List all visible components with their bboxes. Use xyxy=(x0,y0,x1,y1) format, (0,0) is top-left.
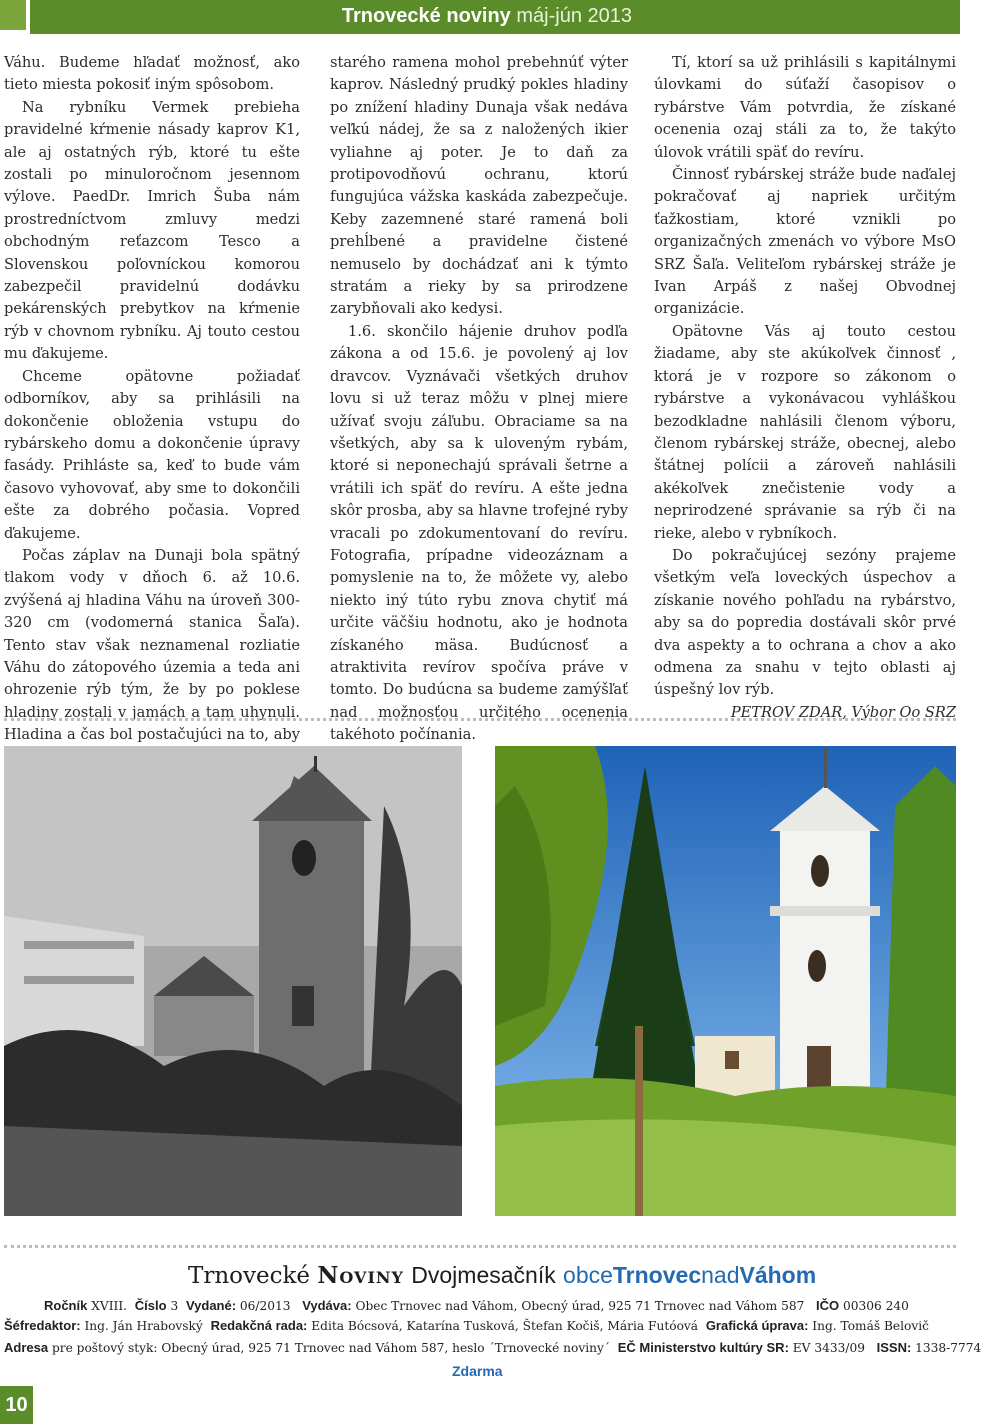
value-registration: EV 3433/09 xyxy=(792,1341,865,1355)
label-issued: Vydané: xyxy=(185,1298,237,1313)
dotted-divider xyxy=(4,718,956,721)
label-graphics: Grafická úprava: xyxy=(705,1318,809,1333)
paragraph: Tí, ktorí sa už prihlásili s kapitálnymi úlovkami do súťaží časopisov o rybárstve Vám potvrdia, že získané ocenenia ozaj stáli za to, že takýto úlovok vrátili späť do revíru. xyxy=(654,54,956,161)
brand-name-first: Trnovecké xyxy=(188,1263,311,1289)
paragraph: Do pokračujúcej sezóny prajeme všetkým veľa loveckých úspechov a získanie nového pohľadu na rybárstvo, aby sa do popredia dostávali skôr prvé dva aspekty a to ochrana a chov a ako odmena za snahu v tejto oblasti aj úspešný lov rýb. xyxy=(654,546,956,699)
header-corner-square xyxy=(0,0,30,34)
paragraph: Váhu. Budeme hľadať možnosť, ako tieto miesta pokosiť iným spôsobom. xyxy=(4,54,300,94)
header-title xyxy=(342,5,632,28)
paragraph: Chceme opätovne požiadať odborníkov, aby sa prihlásili na dokončenie obloženia vstupu do rybárskeho domu a dokončenie úpravy fasády. Prihláste sa, keď to bude vám časovo vyhovovať, aby sme to dokončili ešte za dobrého počasia. Vopred ďakujeme. xyxy=(4,367,300,542)
obec-prefix: obce xyxy=(563,1262,613,1288)
footer-brand xyxy=(188,1262,816,1289)
paragraph: Počas záplav na Dunaji bola spätný tlakom vody v dňoch 6. až 10.6. zvýšená aj hladina Váhu na úroveň 300-320 cm (vodomerná stanica Šaľa). Tento stav však neznamenal rozliatie Váhu do zátopového územia a teda ani ohrozenie rýb tým, že by po poklese hladiny zostali v jamách a tam uhynuli. Hladina a čas bol postačujúci na to, aby xyxy=(4,546,300,744)
photo-restored-bell-tower xyxy=(495,746,956,1216)
value-number: 3 xyxy=(170,1299,179,1313)
label-volume: Ročník xyxy=(44,1298,88,1313)
article-column-2 xyxy=(330,52,628,747)
paragraph: Na rybníku Vermek prebieha pravidelné kŕmenie násady kaprov K1, ale aj ostatných rýb, ktoré tu ešte zostali po minuloročnom jesennom výlove. PaedDr. Imrich Šuba nám prostredníctvom zmluvy medzi obchodným reťazcom Tesco a Slovenskou poľovníckou komorou zabezpečil pravidelnú dodávku pekárenských prebytkov na kŕmenie rýb v chovnom rybníku. Aj touto cestou mu ďakujeme. xyxy=(4,98,300,363)
footer-address-line xyxy=(4,1340,981,1355)
value-graphics: Ing. Tomáš Belovič xyxy=(812,1319,929,1333)
value-publisher: Obec Trnovec nad Váhom, Obecný úrad, 925 71 Trnovec nad Váhom 587 xyxy=(355,1299,805,1313)
article-column-1 xyxy=(4,52,300,769)
label-issn: ISSN: xyxy=(876,1340,912,1355)
restored-bell-tower-illustration xyxy=(495,746,956,1216)
brand-municipality xyxy=(563,1262,816,1288)
dotted-divider xyxy=(4,1245,956,1248)
label-address: Adresa xyxy=(4,1340,49,1355)
label-publisher: Vydáva: xyxy=(302,1298,352,1313)
brand-name-second: Noviny xyxy=(317,1262,404,1289)
value-address: pre poštový styk: Obecný úrad, 925 71 Trnovec nad Váhom 587, heslo ´Trnovecké noviny´ xyxy=(51,1341,610,1355)
brand-frequency: Dvojmesačník xyxy=(411,1262,556,1288)
header-bar xyxy=(0,0,960,34)
value-board: Edita Bócsová, Katarína Tusková, Štefan Kočiš, Mária Futóová xyxy=(311,1319,699,1333)
issue-date: máj-jún 2013 xyxy=(516,5,632,27)
obec-name: Trnovec xyxy=(612,1262,702,1288)
label-ico: IČO xyxy=(815,1298,840,1313)
free-label: Zdarma xyxy=(452,1363,503,1379)
value-editor: Ing. Ján Hrabovský xyxy=(84,1319,203,1333)
label-registration: EČ Ministerstvo kultúry SR: xyxy=(617,1340,789,1355)
newspaper-name: Trnovecké noviny xyxy=(341,5,511,27)
value-ico: 00306 240 xyxy=(842,1299,909,1313)
value-issued: 06/2013 xyxy=(239,1299,291,1313)
article-column-3 xyxy=(654,52,956,724)
value-issn: 1338-7774 xyxy=(915,1341,981,1355)
article-signature: PETROV ZDAR, Výbor Oo SRZ xyxy=(730,703,956,721)
old-bell-tower-illustration xyxy=(4,746,462,1216)
page-number: 10 xyxy=(0,1386,33,1424)
value-volume: XVIII. xyxy=(91,1299,128,1313)
paragraph: Činnosť rybárskej stráže bude naďalej pokračovať aj napriek určitým ťažkostiam, ktoré vznikli po organizačných zmenách vo výbore MsO SRZ Šaľa. Veliteľom rybárskej stráže je Ivan Arpáš z našej Obvodnej organizácie. xyxy=(654,166,956,318)
footer-publication-line xyxy=(44,1298,909,1313)
paragraph: 1.6. skončilo hájenie druhov podľa zákona a od 15.6. je povolený aj lov dravcov. Vyznávači všetkých druhov lovu si už teraz môžu v plnej miere užívať svoju záľubu. Obraciame sa na všetkých, aby sa k uloveným rybám, ktoré si neponechajú správali šetrne a vrátili ich späť do revíru. A ešte jedna skôr prosba, aby sa hlavne trofejné ryby vracali po zdokumentovaní do revíru. Fotografia, prípadne videozáznam a pomyslenie na to, že môžete vy, alebo niekto iný túto rybu znova chytiť má určite väčšiu hodnotu, ako je hodnota získaného mäsa. Budúcnosť a atraktivita revírov spočíva práve v tomto. Do budúcna sa budeme zamýšľať nad možnosťou určitého ocenenia takéhoto počínania. xyxy=(330,322,628,744)
obec-river: Váhom xyxy=(739,1262,817,1288)
footer-editorial-line xyxy=(4,1318,929,1333)
label-number: Číslo xyxy=(134,1298,167,1313)
photo-old-bell-tower xyxy=(4,746,462,1216)
label-editor: Šéfredaktor: xyxy=(4,1318,81,1333)
paragraph: starého ramena mohol prebehnúť výter kaprov. Následný prudký pokles hladiny po znížení hladiny Dunaja však nedáva veľkú nádej, že sa z naložených ikier vyliahne aj poter. Je to daň za protipovodňovú ochranu, ktorú fungujúca vážska kaskáda zabezpečuje. Keby zazemnené staré ramená boli prehĺbené a pravidelne čistené nemuselo by dochádzať ani k týmto stratám a rieky by sa prirodzene zarybňovali ako kedysi. xyxy=(330,54,628,318)
label-board: Redakčná rada: xyxy=(210,1318,308,1333)
obec-nad: nad xyxy=(701,1262,740,1288)
paragraph: Opätovne Vás aj touto cestou žiadame, aby ste akúkoľvek činnosť , ktorá je v rozpore so zákonom o rybárstve a vykonávacou vyhláškou bezodkladne nahlásili členom výboru, členom rybárskej stráže, obecnej, alebo štátnej polícii a zároveň nahlásili akékoľvek znečistenie vody a neprirodzené správanie sa rýb či na rieke, alebo v rybníkoch. xyxy=(654,322,956,542)
